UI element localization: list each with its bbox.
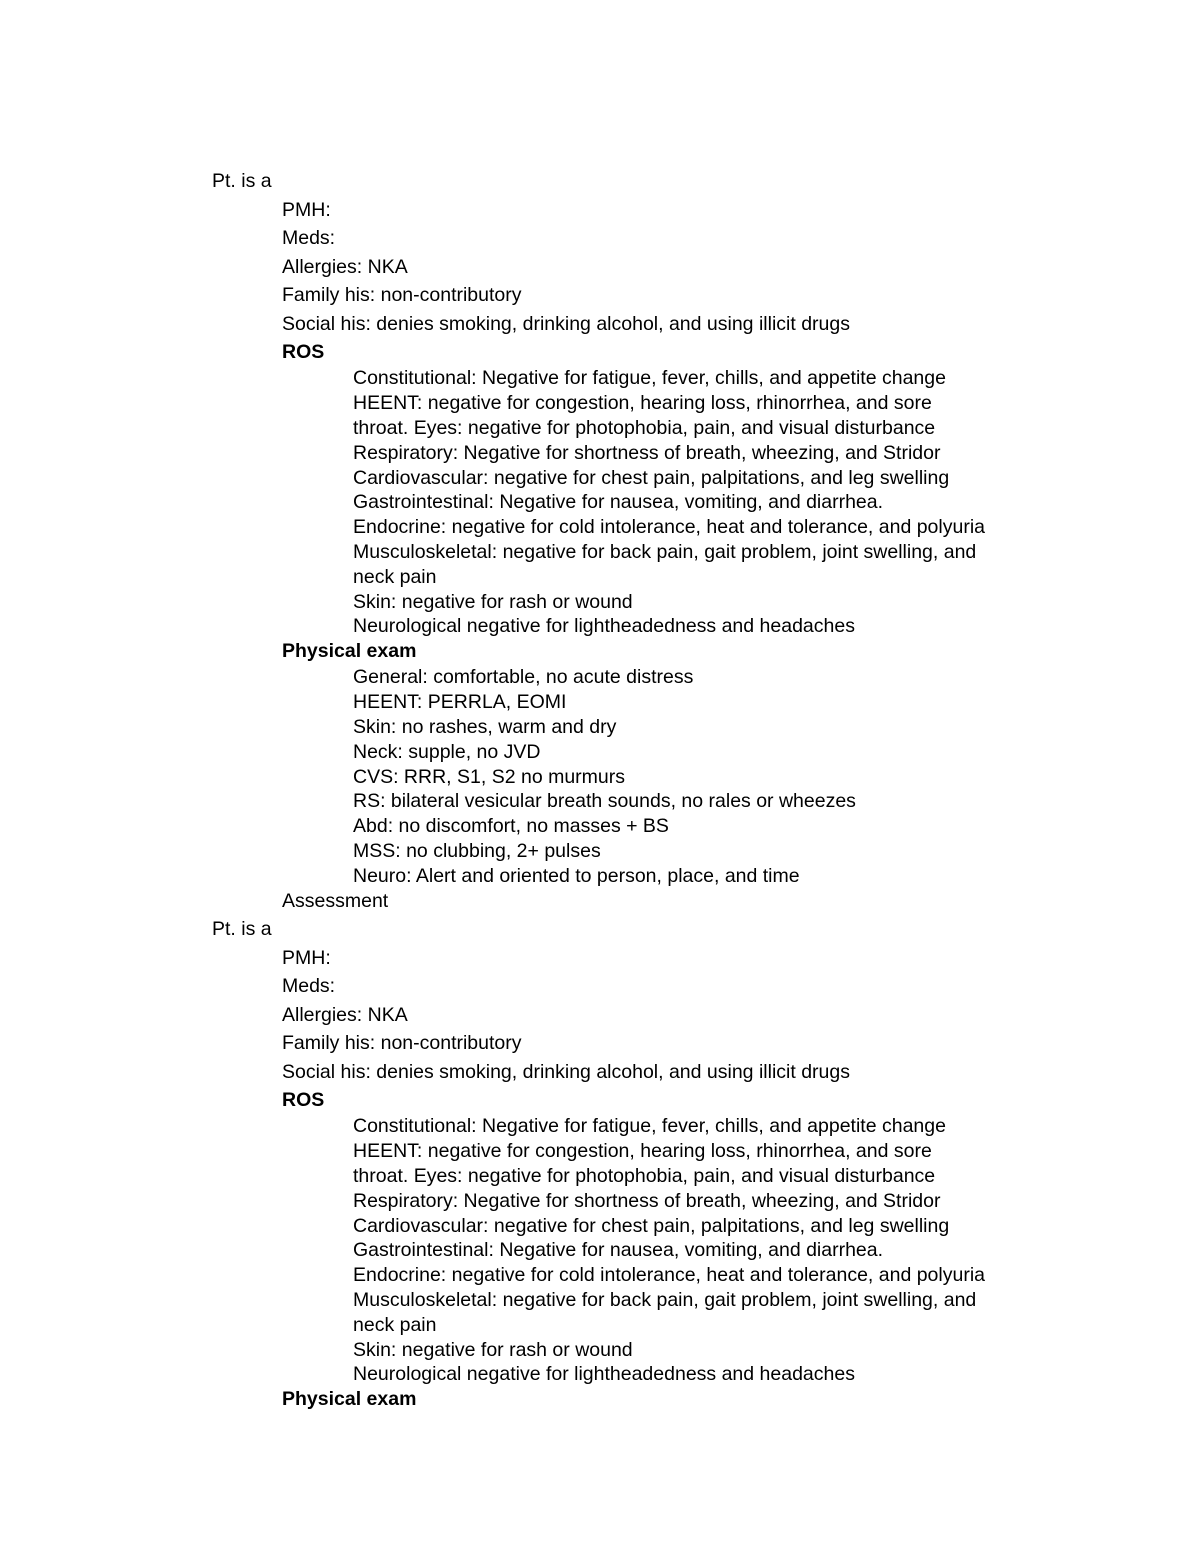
list-text: Neurological negative for lightheadedness and headaches (353, 1363, 855, 1386)
list-text: Endocrine: negative for cold intolerance, heat and tolerance, and polyuria (353, 1264, 985, 1287)
list-text: Physical exam (282, 640, 417, 663)
list-text: Endocrine: negative for cold intolerance, heat and tolerance, and polyuria (353, 516, 985, 539)
list-text: Physical exam (282, 1388, 417, 1411)
list-text: ROS (282, 1089, 325, 1112)
list-text: Constitutional: Negative for fatigue, fever, chills, and appetite change (353, 367, 946, 390)
list-text: neck pain (353, 565, 437, 588)
list-text: Respiratory: Negative for shortness of breath, wheezing, and Stridor (353, 441, 941, 464)
list-text: HEENT: PERRLA, EOMI (353, 691, 567, 714)
list-text: Pt. is a (212, 918, 272, 941)
list-text: Gastrointestinal: Negative for nausea, vomiting, and diarrhea. (353, 1239, 884, 1262)
list-text: Cardiovascular: negative for chest pain, palpitations, and leg swelling (353, 466, 950, 489)
list-text: Meds: (282, 227, 336, 249)
list-text: MSS: no clubbing, 2+ pulses (353, 840, 601, 862)
list-text: Social his: denies smoking, drinking alcohol, and using illicit drugs (282, 1060, 850, 1083)
list-text: Allergies: NKA (282, 1003, 408, 1026)
list-text: Musculoskeletal: negative for back pain, gait problem, joint swelling, and (353, 540, 977, 563)
list-text: HEENT: negative for congestion, hearing loss, rhinorrhea, and sore (353, 392, 932, 415)
list-text: Cardiovascular: negative for chest pain, palpitations, and leg swelling (353, 1214, 950, 1237)
list-text: Constitutional: Negative for fatigue, fever, chills, and appetite change (353, 1115, 946, 1138)
list-text: Assessment (282, 889, 389, 912)
list-text: Neurological negative for lightheadedness and headaches (353, 615, 855, 638)
list-text: Meds: (282, 975, 336, 998)
list-text: Musculoskeletal: negative for back pain, gait problem, joint swelling, and (353, 1289, 977, 1311)
list-text: Abd: no discomfort, no masses + BS (353, 815, 669, 838)
list-text: Respiratory: Negative for shortness of breath, wheezing, and Stridor (353, 1189, 941, 1212)
list-text: Gastrointestinal: Negative for nausea, vomiting, and diarrhea. (353, 491, 884, 514)
list-text: Neck: supple, no JVD (353, 740, 541, 763)
list-text: Neuro: Alert and oriented to person, place, and time (353, 864, 800, 887)
list-text: PMH: (282, 946, 331, 969)
list-text: Pt. is a (212, 170, 272, 192)
list-text: Allergies: NKA (282, 255, 408, 278)
list-text: Skin: negative for rash or wound (353, 590, 633, 613)
list-text: ROS (282, 341, 325, 363)
list-text: Family his: non-contributory (282, 1032, 522, 1055)
list-text: throat. Eyes: negative for photophobia, pain, and visual disturbance (353, 1165, 936, 1187)
list-text: throat. Eyes: negative for photophobia, pain, and visual disturbance (353, 416, 936, 439)
list-text: General: comfortable, no acute distress (353, 666, 694, 689)
list-text: Family his: non-contributory (282, 284, 522, 306)
list-text: CVS: RRR, S1, S2 no murmurs (353, 765, 625, 788)
list-text: PMH: (282, 198, 331, 221)
list-text: neck pain (353, 1313, 437, 1336)
list-text: HEENT: negative for congestion, hearing loss, rhinorrhea, and sore (353, 1140, 932, 1163)
list-text: Social his: denies smoking, drinking alcohol, and using illicit drugs (282, 312, 850, 335)
list-text: Skin: negative for rash or wound (353, 1338, 633, 1361)
list-text: Skin: no rashes, warm and dry (353, 716, 617, 738)
list-text: RS: bilateral vesicular breath sounds, no rales or wheezes (353, 790, 856, 813)
